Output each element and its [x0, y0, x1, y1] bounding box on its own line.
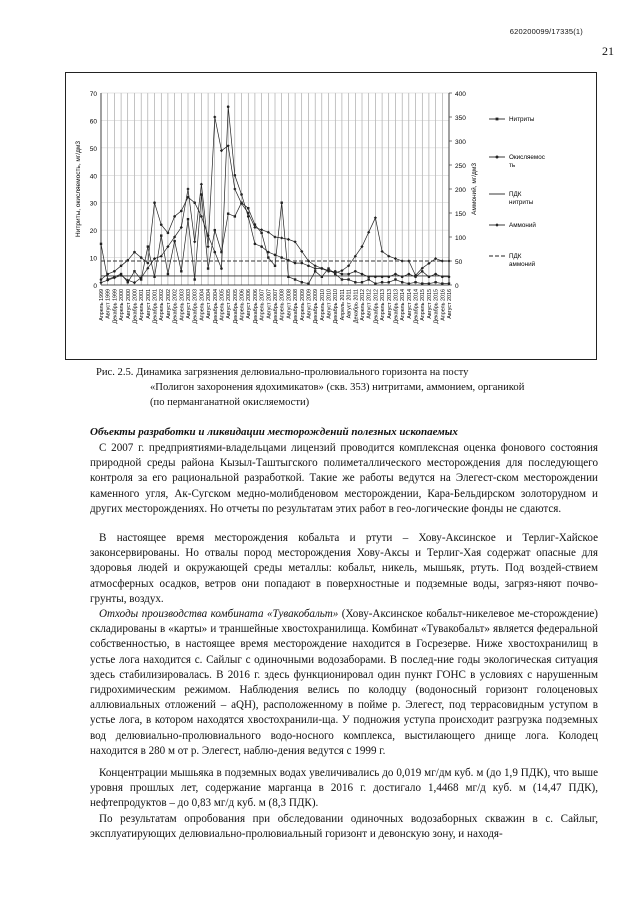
data-point [448, 275, 451, 278]
data-point [274, 254, 277, 257]
chart-svg [66, 73, 596, 359]
x-tick-label: Апрель 2016 [440, 289, 447, 321]
data-point [354, 270, 357, 273]
legend-label: ПДК [509, 253, 522, 260]
x-tick-label: Август 2006 [246, 289, 253, 319]
y-right-tick-label: 0 [455, 283, 459, 290]
data-point [254, 243, 257, 246]
legend-marker [496, 118, 499, 121]
paragraph-3 [90, 607, 598, 759]
paragraph-1: С 2007 г. предприятиями-владельцами лицензий проводится комплексная оценка фонового состояния природной среды района Кызыл-Таштыгского полиметаллического месторождения для последующего контроля за его рациональной разработкой. Такие же работы ведутся на Элегест-ском месторождении каменного угля, Ак-Сугском медно-молибденовом месторождении, Кара-Бельдирском золоторудном и других месторождениях. Но отчеты по результатам этих работ в гео-логические фонды не сдаются. [90, 442, 598, 515]
data-point [401, 281, 403, 283]
data-point [428, 282, 430, 284]
legend-label: ПДК [509, 191, 522, 198]
x-tick-label: Декабрь 1999 [112, 289, 119, 324]
data-point [394, 273, 397, 276]
data-point [374, 282, 376, 284]
data-point [421, 282, 423, 284]
data-point [287, 238, 290, 241]
data-point [214, 229, 216, 231]
data-point [193, 240, 196, 243]
figure-chart [65, 72, 597, 360]
data-point [120, 265, 123, 268]
data-point [100, 278, 103, 281]
x-tick-label: Август 2013 [386, 289, 393, 319]
legend-label: ть [509, 162, 516, 169]
data-point [180, 210, 183, 213]
x-tick-label: Декабрь 2004 [212, 289, 219, 324]
y-right-tick-label: 50 [455, 259, 463, 266]
data-point [113, 270, 116, 273]
data-point [193, 278, 195, 280]
x-tick-label: Апрель 2002 [159, 289, 166, 321]
data-point [280, 202, 282, 204]
paragraph-5: По результатам опробования при обследовании одиночных водозаборных скважин в с. Сайлыг, эксплуатирующих делювиально-пролювиальный горизонт и девонскую зону, и находя- [90, 813, 598, 841]
x-tick-label: Август 1999 [105, 289, 112, 319]
x-tick-label: Апрель 2015 [420, 289, 427, 321]
legend-label: Нитриты [509, 116, 535, 123]
data-point [126, 259, 129, 262]
data-point [99, 281, 102, 284]
x-tick-label: Август 2008 [286, 289, 293, 319]
x-tick-label: Апрель 2008 [279, 289, 286, 321]
data-point [341, 273, 344, 276]
data-point [394, 278, 396, 280]
data-point [361, 273, 364, 276]
x-tick-label: Август 2001 [145, 289, 152, 319]
x-tick-label: Апрель 2009 [299, 289, 306, 321]
data-point [374, 216, 377, 219]
y-right-tick-label: 400 [455, 91, 466, 98]
data-point [381, 281, 383, 283]
figure-caption [96, 365, 556, 410]
page-number: 21 [602, 44, 614, 58]
y-left-tick-label: 50 [89, 145, 97, 153]
data-point [160, 223, 163, 226]
data-point [434, 273, 437, 276]
data-point [408, 282, 410, 284]
data-point [307, 282, 309, 284]
x-tick-label: Декабрь 2009 [313, 289, 320, 324]
data-point [220, 267, 223, 270]
y-right-tick-label: 350 [455, 115, 466, 122]
data-point [294, 278, 296, 280]
data-point [167, 232, 170, 235]
x-tick-label: Август 2010 [326, 289, 333, 319]
data-point [260, 232, 262, 234]
x-tick-label: Апрель 2011 [339, 289, 346, 321]
data-point [421, 270, 424, 273]
x-tick-label: Апрель 2006 [239, 289, 246, 321]
x-tick-label: Август 2007 [266, 289, 273, 319]
data-point [160, 234, 162, 236]
legend-marker [495, 223, 499, 227]
x-tick-label: Декабрь 2013 [393, 289, 400, 324]
data-point [447, 259, 450, 262]
x-tick-label: Декабрь 2002 [172, 289, 179, 324]
y-left-tick-label: 30 [89, 200, 97, 208]
x-tick-label: Апрель 2005 [219, 289, 226, 321]
data-point [133, 270, 135, 272]
x-tick-label: Апрель 2012 [360, 289, 366, 321]
data-point [260, 245, 263, 248]
y-left-tick-label: 20 [89, 228, 97, 236]
data-point [401, 275, 404, 278]
x-tick-label: Декабрь 2006 [252, 289, 259, 324]
y-right-axis-label: Аммоний, мг/дм3 [471, 163, 478, 215]
data-point [294, 262, 297, 265]
data-point [347, 273, 350, 276]
y-left-tick-label: 0 [93, 283, 97, 290]
data-point [153, 201, 156, 204]
data-point [240, 193, 243, 196]
data-point [267, 251, 270, 254]
data-point [434, 281, 436, 283]
caption-line-3: (по перманганатной окисляемости) [150, 397, 310, 408]
data-point [100, 243, 102, 245]
data-point [428, 275, 431, 278]
y-left-tick-label: 60 [89, 118, 97, 126]
data-point [213, 115, 216, 118]
x-tick-label: Август 2011 [346, 289, 353, 319]
data-point [314, 270, 316, 272]
y-right-tick-label: 300 [455, 139, 466, 146]
data-point [441, 282, 443, 284]
data-point [247, 207, 249, 209]
y-right-tick-label: 100 [455, 235, 466, 242]
data-point [233, 187, 236, 190]
legend-label: Окисляемос [509, 154, 545, 161]
data-point [173, 240, 175, 242]
document-id: 620200099/17335(1) [509, 27, 583, 36]
data-point [401, 259, 404, 262]
x-tick-label: Апрель 1999 [99, 289, 105, 321]
data-point [280, 256, 283, 259]
data-point [300, 262, 303, 265]
legend-label: нитриты [509, 199, 534, 206]
data-point [267, 256, 269, 258]
paragraph-2: В настоящее время месторождения кобальта и ртути – Хову-Аксинское и Терлиг-Хайское законсервированы. Но отвалы пород месторождения Хову-Аксы и Терлиг-Хая содержат опасные для здоровья людей и окружающей среды металлы: кобальт, никель, мышьяк, ртуть. Под воздей-ствием атмосферных осадков, ветров они попадают в поверхностные и подземные воды, загряз-няют почво-грунты, воздух. [90, 532, 598, 605]
data-point [207, 267, 209, 269]
data-point [133, 251, 136, 254]
x-tick-label: Август 2003 [186, 289, 192, 319]
legend-marker [496, 156, 499, 159]
x-tick-label: Август 2005 [226, 289, 233, 319]
x-tick-label: Август 2015 [426, 289, 433, 319]
data-point [280, 236, 283, 239]
data-point [387, 275, 390, 278]
data-point [367, 275, 370, 278]
x-tick-label: Декабрь 2008 [293, 289, 300, 324]
data-point [147, 262, 150, 265]
data-point [367, 231, 370, 234]
data-point [234, 174, 237, 177]
x-tick-label: Апрель 2003 [179, 289, 186, 321]
x-tick-label: Декабрь 2012 [373, 289, 380, 324]
x-tick-label: Декабрь 2000 [132, 289, 139, 324]
x-tick-label: Апрель 2000 [119, 289, 126, 321]
section-title: Объекты разработки и ликвидации месторождений полезных ископаемых [90, 426, 458, 438]
data-point [301, 281, 303, 283]
data-point [381, 275, 384, 278]
data-point [140, 256, 143, 259]
data-point [153, 276, 155, 278]
data-point [147, 245, 149, 247]
x-tick-label: Декабрь 2005 [232, 289, 239, 324]
data-point [441, 275, 444, 278]
y-left-axis-label: Нитриты, окисляемость, мг/дм3 [75, 141, 82, 237]
data-point [187, 218, 189, 220]
data-point [287, 259, 290, 262]
x-tick-label: Декабрь 2003 [192, 289, 199, 324]
data-point [341, 278, 343, 280]
y-left-tick-label: 10 [89, 255, 97, 263]
data-point [354, 281, 356, 283]
data-point [274, 265, 276, 267]
paragraph-4: Концентрации мышьяка в подземных водах увеличивались до 0,019 мг/дм куб. м (до 1,9 ПДК), что выше уровня прошлых лет, содержание марганца в 2016 г. достигало 1,4468 мг/д куб. м (14,47 ПДК), нефтепродуктов – до 0,83 мг/д куб. м (8,3 ПДК). [90, 767, 598, 810]
x-tick-label: Август 2012 [366, 289, 373, 319]
data-point [414, 281, 416, 283]
data-point [234, 215, 236, 217]
x-tick-label: Декабрь 2010 [333, 289, 340, 324]
y-right-tick-label: 150 [455, 211, 466, 218]
data-point [180, 270, 182, 272]
data-point [361, 281, 363, 283]
y-left-tick-label: 70 [89, 91, 97, 98]
data-point [374, 275, 377, 278]
x-tick-label: Декабрь 2015 [433, 289, 440, 324]
x-tick-label: Август 2009 [306, 289, 313, 319]
y-right-tick-label: 200 [455, 187, 466, 194]
x-tick-label: Август 2002 [165, 289, 172, 319]
data-point [347, 278, 349, 280]
data-point [227, 212, 229, 214]
data-point [307, 265, 310, 268]
x-tick-label: Август 2004 [206, 289, 213, 319]
x-tick-label: Апрель 2001 [139, 289, 146, 321]
data-point [200, 215, 203, 218]
caption-line-2: «Полигон захоронения ядохимикатов» (скв. 353) нитритами, аммонием, органикой [150, 382, 525, 393]
data-point [314, 267, 317, 270]
legend-label: аммоний [509, 261, 536, 268]
data-point [186, 187, 189, 190]
data-point [367, 278, 369, 280]
x-tick-label: Август 2016 [447, 289, 453, 319]
x-tick-label: Апрель 2014 [400, 289, 407, 321]
data-point [227, 105, 230, 108]
x-tick-label: Апрель 2013 [380, 289, 387, 321]
x-tick-label: Декабрь 2011 [353, 289, 360, 324]
data-point [167, 273, 169, 275]
data-point [408, 273, 411, 276]
data-point [321, 276, 323, 278]
data-point [200, 183, 203, 186]
legend-label: Аммоний [509, 222, 536, 229]
data-point [388, 281, 390, 283]
data-point [407, 259, 410, 262]
x-tick-label: Декабрь 2014 [413, 289, 420, 324]
paragraph-3-italic: Отходы производства комбината «Тувакобальт» [99, 608, 339, 620]
data-point [448, 282, 450, 284]
x-tick-label: Декабрь 2001 [152, 289, 159, 324]
data-point [213, 251, 216, 254]
data-point [206, 245, 209, 248]
x-tick-label: Апрель 2004 [199, 289, 206, 321]
x-tick-label: Декабрь 2007 [273, 289, 279, 324]
caption-line-1: Рис. 2.5. Динамика загрязнения делювиально-пролювиального горизонта на посту [96, 367, 469, 378]
paragraph-3-body: (Хову-Аксинское кобальт-никелевое ме-сторождение) складированы в «карты» и траншейные хвостохранилища. Комбинат «Тувакобальт» является федеральной собственностью, в настоящее время месторождение находится в Госрезерве. Ниже хвостохранилищ в устье лога находится с. Сайлыг с одиночными водозаборами. В послед-ние годы экологическая ситуация здесь стабилизировалась. В 2016 г. здесь функционировал один пункт ГОНС в условиях с нарушенным гидрохимическим режимом. Наблюдения велись по колодцу (водоносный горизонт голоценовых аллювиальных отложений – aQH), расположенному в пойме р. Элегест, под террасовидным уступом в устье лога, в котором находятся хвостохранили-ща. У подножия уступа происходит разгрузка подземных вод делювиально-пролювиального водо-носного комплекса, выстилающего днище лога. Колодец находится в 280 м от р. Элегест, наблю-дения ведутся с 1999 г. [90, 608, 598, 757]
data-point [106, 273, 109, 276]
x-tick-label: Август 2000 [125, 289, 132, 319]
data-point [287, 276, 289, 278]
x-tick-label: Апрель 2007 [259, 289, 266, 321]
data-point [260, 228, 263, 231]
x-tick-label: Апрель 2010 [319, 289, 326, 321]
data-point [173, 215, 176, 218]
y-left-tick-label: 40 [89, 173, 97, 181]
y-right-tick-label: 250 [455, 163, 466, 170]
data-point [193, 201, 196, 204]
data-point [441, 259, 444, 262]
x-tick-label: Август 2014 [406, 289, 413, 319]
